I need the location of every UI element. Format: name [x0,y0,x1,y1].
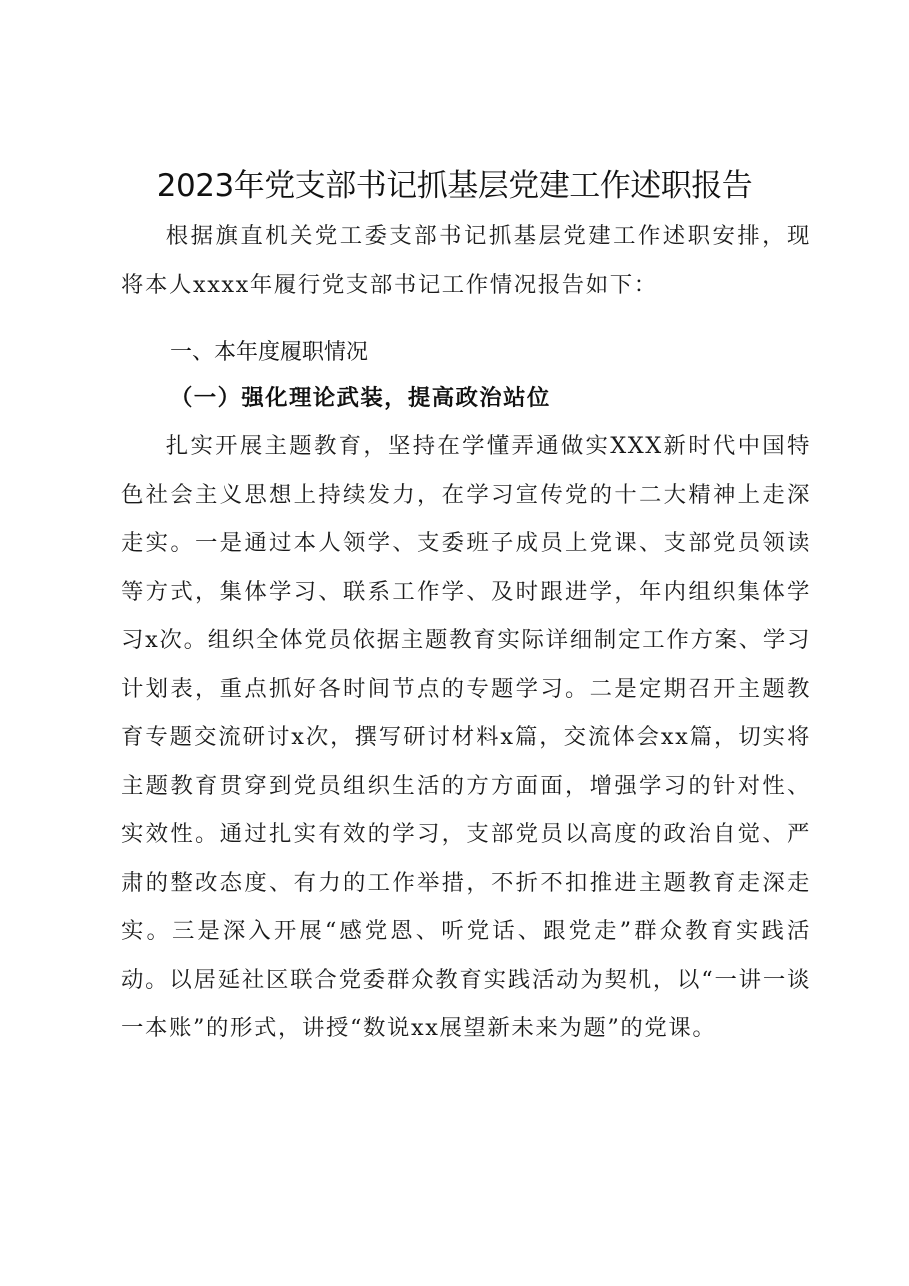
document-title: 2023年党支部书记抓基层党建工作述职报告 [156,168,753,204]
subsection-heading: （一）强化理论武装，提高政治站位 [170,385,551,411]
intro-paragraph: 根据旗直机关党工委支部书记抓基层党建工作述职安排，现将本人xxxx年履行党支部书记工作情况报告如下： [121,223,811,298]
body-paragraph: 扎实开展主题教育，坚持在学懂弄通做实XXX新时代中国特色社会主义思想上持续发力，在学习宣传党的十二大精神上走深走实。一是通过本人领学、支委班子成员上党课、支部党员领读等方式，集体学习、联系工作学、及时跟进学，年内组织集体学习x次。组织全体党员依据主题教育实际详细制定工作方案、学习计划表，重点抓好各时间节点的专题学习。二是定期召开主题教育专题交流研讨x次，撰写研讨材料x篇，交流体会xx篇，切实将主题教育贯穿到党员组织生活的方方面面，增强学习的针对性、实效性。通过扎实有效的学习，支部党员以高度的政治自觉、严肃的整改态度、有力的工作举措，不折不扣推进主题教育走深走实。三是深入开展“感党恩、听党话、跟党走”群众教育实践活动。以居延社区联合党委群众教育实践活动为契机，以“一讲一谈一本账”的形式，讲授“数说xx展望新未来为题”的党课。 [121,433,811,1041]
section-heading: 一、本年度履职情况 [170,340,369,365]
